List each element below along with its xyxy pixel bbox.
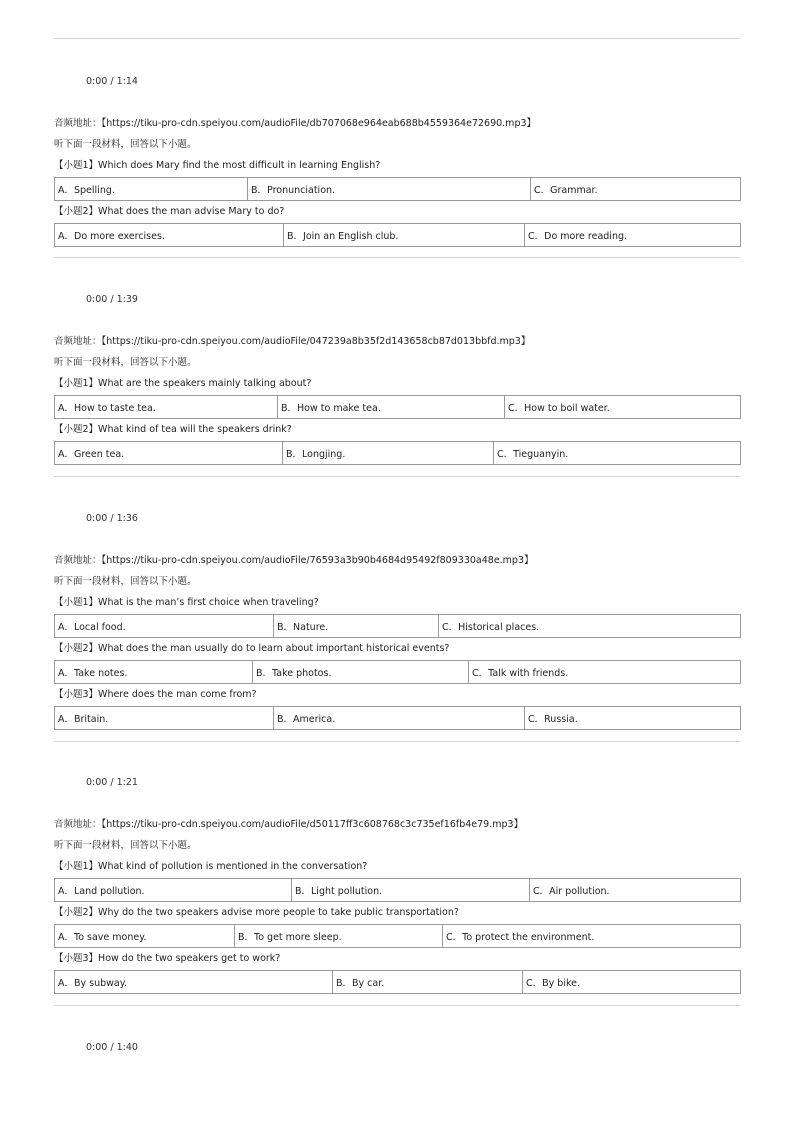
divider	[54, 1005, 740, 1006]
option-c[interactable]: C．Talk with friends.	[469, 661, 741, 684]
options-table	[54, 614, 741, 638]
option-b[interactable]: B．Light pollution.	[292, 879, 530, 902]
question-text: 【小题1】What are the speakers mainly talking about?	[54, 378, 312, 389]
question-text: 【小题2】What does the man usually do to learn about important historical events?	[54, 643, 450, 654]
options-table	[54, 878, 741, 902]
audio-url-line: 音频地址：【https://tiku-pro-cdn.speiyou.com/audioFile/db707068e964eab688b4559364e72690.mp3】	[54, 118, 537, 129]
audio-url-link[interactable]: https://tiku-pro-cdn.speiyou.com/audioFile/76593a3b90b4684d95492f809330a48e.mp3	[106, 555, 525, 566]
options-table	[54, 223, 741, 247]
listening-section-1	[54, 75, 740, 251]
audio-player-time[interactable]: 0:00 / 1:21	[86, 777, 138, 788]
option-c[interactable]: C．Russia.	[525, 707, 741, 730]
option-b[interactable]: B．How to make tea.	[278, 396, 505, 419]
audio-player-time[interactable]: 0:00 / 1:14	[86, 76, 138, 87]
options-table	[54, 395, 741, 419]
option-a[interactable]: A．Britain.	[55, 707, 274, 730]
audio-player-time[interactable]: 0:00 / 1:36	[86, 513, 138, 524]
options-table	[54, 441, 741, 465]
option-b[interactable]: B．Take photos.	[253, 661, 469, 684]
option-b[interactable]: B．By car.	[333, 971, 523, 994]
audio-player-time[interactable]: 0:00 / 1:39	[86, 294, 138, 305]
option-c[interactable]: C．Air pollution.	[530, 879, 741, 902]
option-b[interactable]: B．Longjing.	[283, 442, 494, 465]
option-a[interactable]: A．Do more exercises.	[55, 224, 284, 247]
option-c[interactable]: C．How to boil water.	[505, 396, 741, 419]
option-c[interactable]: C．By bike.	[523, 971, 741, 994]
listening-section-2	[54, 293, 740, 469]
instruction-text: 听下面一段材料，回答以下小题。	[54, 357, 197, 368]
option-a[interactable]: A．Green tea.	[55, 442, 283, 465]
question-text: 【小题1】Which does Mary find the most difficult in learning English?	[54, 160, 381, 171]
audio-url-line: 音频地址：【https://tiku-pro-cdn.speiyou.com/audioFile/047239a8b35f2d143658cb87d013bbfd.mp3】	[54, 336, 531, 347]
option-c[interactable]: C．Tieguanyin.	[494, 442, 741, 465]
instruction-text: 听下面一段材料，回答以下小题。	[54, 576, 197, 587]
option-a[interactable]: A．To save money.	[55, 925, 235, 948]
audio-url-link[interactable]: https://tiku-pro-cdn.speiyou.com/audioFile/db707068e964eab688b4559364e72690.mp3	[106, 118, 527, 129]
options-table	[54, 924, 741, 948]
option-c[interactable]: C．Grammar.	[531, 178, 741, 201]
question-text: 【小题1】What is the man’s first choice when traveling?	[54, 597, 319, 608]
divider	[54, 476, 740, 477]
question-text: 【小题2】What does the man advise Mary to do?	[54, 206, 285, 217]
listening-section-4	[54, 776, 740, 998]
divider	[54, 257, 740, 258]
options-table	[54, 660, 741, 684]
divider	[54, 38, 740, 39]
option-c[interactable]: C．To protect the environment.	[443, 925, 741, 948]
question-text: 【小题2】What kind of tea will the speakers drink?	[54, 424, 292, 435]
option-b[interactable]: B．Join an English club.	[284, 224, 525, 247]
question-text: 【小题2】Why do the two speakers advise more people to take public transportation?	[54, 907, 459, 918]
audio-url-line: 音频地址：【https://tiku-pro-cdn.speiyou.com/audioFile/76593a3b90b4684d95492f809330a48e.mp3】	[54, 555, 534, 566]
option-c[interactable]: C．Do more reading.	[525, 224, 741, 247]
listening-section-5	[54, 1041, 740, 1055]
question-text: 【小题1】What kind of pollution is mentioned in the conversation?	[54, 861, 368, 872]
option-a[interactable]: A．Spelling.	[55, 178, 248, 201]
option-a[interactable]: A．Take notes.	[55, 661, 253, 684]
question-text: 【小题3】Where does the man come from?	[54, 689, 257, 700]
listening-section-3	[54, 512, 740, 734]
option-b[interactable]: B．Pronunciation.	[248, 178, 531, 201]
option-b[interactable]: B．To get more sleep.	[235, 925, 443, 948]
options-table	[54, 706, 741, 730]
option-b[interactable]: B．Nature.	[274, 615, 439, 638]
option-a[interactable]: A．Land pollution.	[55, 879, 292, 902]
option-a[interactable]: A．How to taste tea.	[55, 396, 278, 419]
audio-url-link[interactable]: https://tiku-pro-cdn.speiyou.com/audioFile/047239a8b35f2d143658cb87d013bbfd.mp3	[106, 336, 521, 347]
divider	[54, 741, 740, 742]
instruction-text: 听下面一段材料，回答以下小题。	[54, 139, 197, 150]
audio-url-line: 音频地址：【https://tiku-pro-cdn.speiyou.com/audioFile/d50117ff3c608768c3c735ef16fb4e79.mp3】	[54, 819, 524, 830]
question-text: 【小题3】How do the two speakers get to work?	[54, 953, 281, 964]
option-a[interactable]: A．By subway.	[55, 971, 333, 994]
audio-url-link[interactable]: https://tiku-pro-cdn.speiyou.com/audioFile/d50117ff3c608768c3c735ef16fb4e79.mp3	[106, 819, 514, 830]
option-b[interactable]: B．America.	[274, 707, 525, 730]
option-a[interactable]: A．Local food.	[55, 615, 274, 638]
instruction-text: 听下面一段材料，回答以下小题。	[54, 840, 197, 851]
options-table	[54, 970, 741, 994]
audio-player-time[interactable]: 0:00 / 1:40	[86, 1042, 138, 1053]
options-table	[54, 177, 741, 201]
option-c[interactable]: C．Historical places.	[439, 615, 741, 638]
